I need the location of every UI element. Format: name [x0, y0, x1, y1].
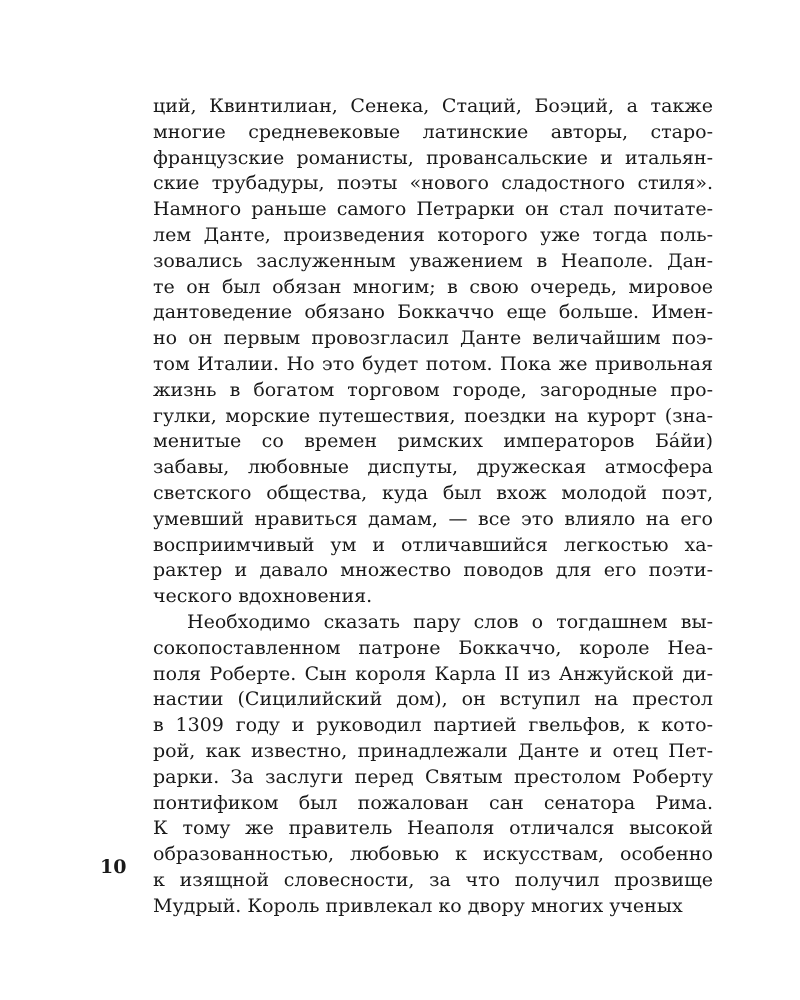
text-line: дантоведение обязано Боккаччо еще больше. Имен- — [153, 301, 713, 324]
text-line: многие средневековые латинские авторы, старо- — [153, 120, 713, 143]
text-line: рактер и давало множество поводов для его поэти- — [153, 559, 713, 582]
text-line: в 1309 году и руководил партией гвельфов, к кото- — [153, 714, 713, 737]
text-line: поля Роберте. Сын короля Карла II из Анжуйской ди- — [153, 662, 713, 685]
text-line: лем Данте, произведения которого уже тогда поль- — [153, 223, 713, 246]
text-line: настии (Сицилийский дом), он вступил на престол — [153, 688, 713, 711]
paragraph-1 — [153, 94, 713, 610]
text-line: восприимчивый ум и отличавшийся легкостью ха- — [153, 533, 713, 556]
text-line: но он первым провозгласил Данте величайшим поэ- — [153, 327, 713, 350]
paragraph-2 — [153, 610, 713, 920]
text-line: понтификом был пожалован сан сенатора Рима. — [153, 791, 713, 814]
text-line: светского общества, куда был вхож молодой поэт, — [153, 481, 713, 504]
text-line: Намного раньше самого Петрарки он стал почитате- — [153, 198, 713, 221]
text-line: зовались заслуженным уважением в Неаполе. Дан- — [153, 249, 713, 272]
text-line: французские романисты, провансальские и итальян- — [153, 146, 713, 169]
text-line: ские трубадуры, поэты «нового сладостного стиля». — [153, 172, 713, 195]
text-line: сокопоставленном патроне Боккаччо, короле Неа- — [153, 636, 713, 659]
text-line: гулки, морские путешествия, поездки на курорт (зна- — [153, 404, 713, 427]
text-line: жизнь в богатом торговом городе, загородные про- — [153, 378, 713, 401]
text-line: Необходимо сказать пару слов о тогдашнем вы- — [187, 610, 713, 633]
text-line: рарки. За заслуги перед Святым престолом Роберту — [153, 765, 713, 788]
text-line: ческого вдохновения. — [153, 585, 373, 608]
text-line: те он был обязан многим; в свою очередь, мировое — [153, 275, 713, 298]
text-line: том Италии. Но это будет потом. Пока же привольная — [153, 352, 713, 375]
text-line: менитые со времен римских императоров Бáйи) — [153, 430, 713, 453]
text-line: образованностью, любовью к искусствам, особенно — [153, 843, 713, 866]
text-line: К тому же правитель Неаполя отличался высокой — [153, 817, 713, 840]
text-line: умевший нравиться дамам, — все это влияло на его — [153, 507, 713, 530]
body-text — [153, 94, 713, 920]
text-line: забавы, любовные диспуты, дружеская атмосфера — [153, 456, 713, 479]
text-line: к изящной словесности, за что получил прозвище — [153, 868, 713, 891]
page-number: 10 — [100, 856, 127, 878]
text-line: ций, Квинтилиан, Сенека, Стаций, Боэций, а также — [153, 95, 713, 117]
text-line: Мудрый. Король привлекал ко двору многих ученых — [153, 894, 683, 917]
text-line: рой, как известно, принадлежали Данте и отец Пет- — [153, 739, 713, 762]
